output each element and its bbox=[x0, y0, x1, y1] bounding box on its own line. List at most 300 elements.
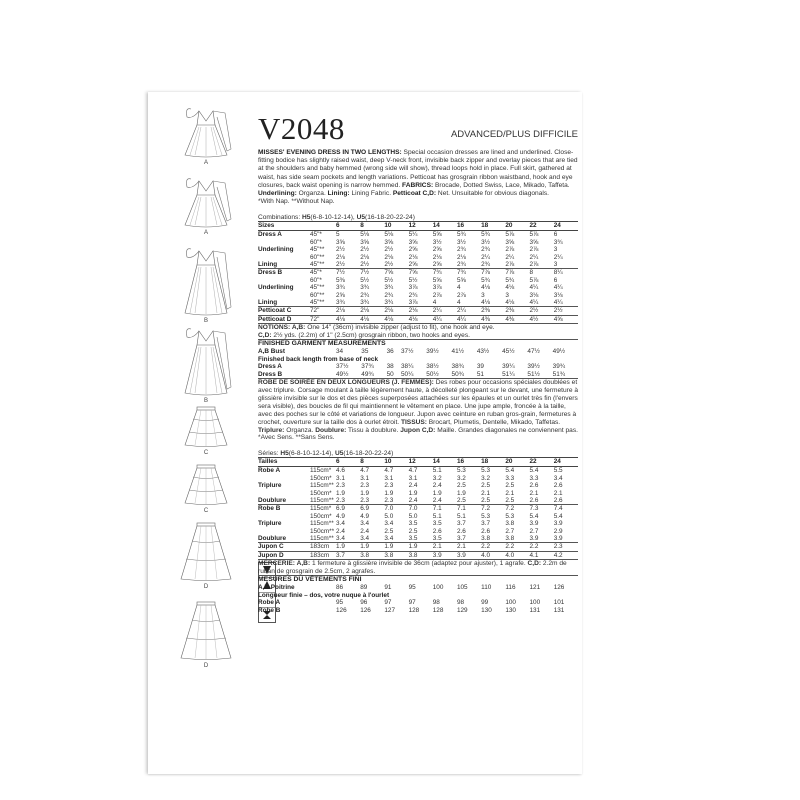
value-cell: 2⅛ bbox=[432, 253, 442, 261]
value-cell: 5⅝ bbox=[432, 276, 442, 284]
notions-label: NOTIONS: A,B: bbox=[258, 324, 306, 332]
value-cell: 36 bbox=[386, 348, 394, 356]
value-cell: 100 bbox=[432, 584, 444, 592]
table-row bbox=[258, 348, 578, 355]
value-cell: 2⅞ bbox=[505, 246, 515, 254]
value-cell: 2.6 bbox=[481, 527, 491, 535]
value-cell: 7.3 bbox=[530, 505, 554, 513]
value-cell: 6 bbox=[553, 231, 558, 239]
value-cell: 3¾ bbox=[360, 299, 370, 307]
value-cell: 2½ bbox=[360, 246, 370, 254]
value-cell: 5.3 bbox=[505, 512, 515, 520]
value-cell: 3.4 bbox=[384, 535, 394, 543]
value-cell: 2½ bbox=[360, 261, 370, 269]
header-cell: 16 bbox=[457, 458, 481, 467]
value-cell: 2.1 bbox=[505, 489, 515, 497]
value-cell: 7.1 bbox=[433, 505, 457, 513]
value-cell: 2.5 bbox=[481, 482, 491, 490]
value-cell: 1.9 bbox=[384, 543, 408, 551]
table-row bbox=[258, 299, 578, 307]
pattern-info bbox=[258, 110, 578, 614]
value-cell: 4⅛ bbox=[481, 284, 491, 292]
value-cell: 5⅜ bbox=[336, 276, 345, 284]
table-row bbox=[258, 528, 578, 535]
petticoat-text: Net. Unsuitable for obvious diagonals. bbox=[436, 190, 549, 198]
value-cell: 3.2 bbox=[481, 474, 491, 482]
value-cell: 86 bbox=[336, 584, 344, 592]
value-cell: 3.5 bbox=[432, 535, 442, 543]
value-cell: 3.5 bbox=[432, 520, 442, 528]
series-u5: U5 bbox=[334, 450, 344, 458]
fr-doublure-label: Doublure: bbox=[315, 426, 347, 434]
header-cell: Sizes bbox=[258, 222, 310, 231]
value-cell: 50¾ bbox=[451, 370, 464, 378]
value-cell: 2⅝ bbox=[408, 246, 418, 254]
view-label: D bbox=[203, 663, 209, 669]
row-label: Underlining bbox=[258, 246, 294, 254]
value-cell: 4¼ bbox=[529, 299, 539, 307]
value-cell: 7⅞ bbox=[481, 269, 505, 277]
value-cell: 4 bbox=[456, 299, 461, 307]
value-cell: 4 bbox=[432, 299, 437, 307]
value-cell: 3.4 bbox=[336, 520, 345, 528]
value-cell: 5.3 bbox=[481, 512, 491, 520]
notions-ab: One 14" (36cm) invisible zipper (adjust to fit), one hook and eye. bbox=[305, 324, 495, 332]
row-label: Petticoat D bbox=[258, 315, 310, 323]
value-cell: 2.6 bbox=[553, 482, 563, 490]
value-cell: 100 bbox=[505, 599, 516, 607]
fr-triplure-label: Triplure: bbox=[258, 426, 285, 434]
value-cell: 7½ bbox=[336, 269, 360, 277]
value-cell: 5⅞ bbox=[529, 276, 539, 284]
value-cell: 3.4 bbox=[360, 520, 370, 528]
value-cell: 3.9 bbox=[553, 520, 563, 528]
value-cell: 4⅜ bbox=[505, 315, 529, 323]
value-cell: 2¼ bbox=[553, 253, 563, 261]
dress-long-drawing bbox=[171, 325, 241, 397]
row-label bbox=[258, 254, 310, 261]
value-cell: 3 bbox=[481, 291, 485, 299]
value-cell: 2⅝ bbox=[408, 261, 418, 269]
value-cell: 5.1 bbox=[456, 512, 466, 520]
header-cell: 12 bbox=[409, 458, 433, 467]
value-cell: 3.4 bbox=[336, 535, 345, 543]
fabric-width: 150cm* bbox=[310, 489, 332, 497]
row-label bbox=[258, 277, 310, 284]
illustration-view-c bbox=[160, 405, 252, 456]
table-row bbox=[258, 284, 578, 291]
value-cell: 2½ bbox=[530, 307, 554, 315]
value-cell: 2¾ bbox=[408, 291, 418, 299]
fabric-width: 115cm** bbox=[310, 520, 334, 528]
value-cell: 4⅛ bbox=[336, 315, 360, 323]
value-cell: 37½ bbox=[400, 348, 414, 356]
value-cell: 2⅜ bbox=[505, 307, 529, 315]
value-cell: 1.9 bbox=[360, 489, 370, 497]
value-cell: 4½ bbox=[530, 315, 554, 323]
value-cell: 2½ bbox=[384, 261, 394, 269]
value-cell: 2.2 bbox=[481, 543, 505, 551]
mercerie-ab: 1 fermeture à glissière invisible de 36cm (adaptez pour ajuster), 1 agrafe. bbox=[310, 560, 528, 568]
table-row bbox=[258, 277, 578, 284]
value-cell: 3½ bbox=[481, 238, 491, 246]
value-cell: 3 bbox=[505, 291, 509, 299]
row-label: Jupon D bbox=[258, 551, 310, 559]
value-cell: 3⅝ bbox=[336, 238, 345, 246]
table-header-row bbox=[258, 222, 578, 231]
value-cell: 7.0 bbox=[409, 505, 433, 513]
fr-finished-measurements-title: MESURES DU VÊTEMENTS FINI bbox=[258, 575, 578, 584]
row-label: Triplure bbox=[258, 482, 282, 490]
value-cell: 39¼ bbox=[502, 363, 515, 371]
value-cell: 2.1 bbox=[433, 543, 457, 551]
value-cell: 41½ bbox=[451, 348, 464, 356]
value-cell: 3⅞ bbox=[408, 299, 418, 307]
fabric-width: 45"** bbox=[310, 261, 325, 269]
value-cell: 97 bbox=[384, 599, 392, 607]
value-cell: 2⅛ bbox=[408, 253, 418, 261]
value-cell: 3¾ bbox=[553, 238, 563, 246]
value-cell: 105 bbox=[456, 584, 468, 592]
value-cell: 2.5 bbox=[456, 496, 466, 504]
value-cell: 97 bbox=[408, 599, 416, 607]
fr-jupon-text: Maille. Grandes diagonales ne conviennent pas. *Avec Sens. **Sans Sens. bbox=[258, 426, 578, 442]
value-cell: 3⅛ bbox=[529, 291, 539, 299]
value-cell: 3½ bbox=[432, 238, 442, 246]
value-cell: 35 bbox=[361, 348, 369, 356]
combo-u5: U5 bbox=[356, 214, 366, 222]
value-cell: 2¾ bbox=[481, 246, 491, 254]
table-row bbox=[258, 292, 578, 299]
illustration-view-a bbox=[160, 105, 252, 166]
value-cell: 3½ bbox=[456, 238, 466, 246]
value-cell: 2¾ bbox=[456, 261, 466, 269]
view-label: C bbox=[203, 450, 209, 456]
illustration-view-b bbox=[160, 325, 252, 404]
value-cell: 2.3 bbox=[336, 496, 345, 504]
subheading-row bbox=[258, 592, 578, 599]
value-cell: 3.9 bbox=[529, 520, 539, 528]
value-cell: 5.4 bbox=[529, 512, 539, 520]
value-cell: 5.3 bbox=[456, 467, 466, 475]
petticoat-short-drawing bbox=[171, 463, 241, 507]
value-cell: 126 bbox=[360, 606, 371, 614]
value-cell: 5.4 bbox=[553, 512, 563, 520]
value-cell: 2.7 bbox=[505, 527, 515, 535]
value-cell: 2.3 bbox=[336, 482, 345, 490]
value-cell: 4¼ bbox=[529, 284, 539, 292]
value-cell: 131 bbox=[553, 606, 565, 614]
table-row bbox=[258, 475, 578, 482]
header-cell: 12 bbox=[409, 222, 433, 231]
fabric-width: 45"* bbox=[310, 269, 336, 277]
value-cell: 3 bbox=[553, 261, 558, 269]
row-label: Dress A bbox=[258, 231, 282, 239]
series-label: Séries: bbox=[258, 450, 281, 458]
english-description bbox=[258, 149, 578, 206]
value-cell: 2.3 bbox=[384, 482, 394, 490]
notions bbox=[258, 323, 578, 339]
table-row bbox=[258, 269, 578, 277]
table-row bbox=[258, 371, 578, 378]
value-cell: 4¼ bbox=[553, 299, 563, 307]
illustration-view-b bbox=[160, 245, 252, 324]
value-cell: 34 bbox=[336, 348, 344, 356]
row-label: A,B Poitrine bbox=[258, 584, 295, 592]
fr-jupon-label: Jupon C,D: bbox=[400, 426, 436, 434]
header-cell bbox=[310, 458, 336, 467]
value-cell: 7.1 bbox=[457, 505, 481, 513]
nap-note: *With Nap. **Without Nap. bbox=[258, 198, 335, 206]
value-cell: 2.2 bbox=[505, 543, 529, 551]
value-cell: 3⅞ bbox=[432, 284, 442, 292]
value-cell: 2⅝ bbox=[336, 291, 345, 299]
value-cell: 2.1 bbox=[457, 543, 481, 551]
value-cell: 1.9 bbox=[456, 489, 466, 497]
value-cell: 4 bbox=[456, 284, 461, 292]
header-cell: 22 bbox=[530, 222, 554, 231]
value-cell: 126 bbox=[336, 606, 347, 614]
value-cell: 2½ bbox=[384, 246, 394, 254]
value-cell: 2.1 bbox=[529, 489, 539, 497]
header-cell: 6 bbox=[336, 458, 360, 467]
value-cell: 3.8 bbox=[481, 535, 491, 543]
value-cell: 4¼ bbox=[433, 315, 457, 323]
header-cell: 20 bbox=[505, 222, 529, 231]
fr-doublure-text: Tissu à doublure. bbox=[346, 426, 401, 434]
fabric-width: 72" bbox=[310, 307, 336, 315]
value-cell: 3.4 bbox=[360, 535, 370, 543]
value-cell: 129 bbox=[456, 606, 468, 614]
description-title: MISSES' EVENING DRESS IN TWO LENGTHS: bbox=[258, 149, 402, 156]
value-cell: 2⅛ bbox=[336, 307, 360, 315]
value-cell: 8¼ bbox=[554, 269, 578, 277]
header-cell: 10 bbox=[384, 222, 408, 231]
value-cell: 3.1 bbox=[384, 474, 394, 482]
header-cell: 16 bbox=[457, 222, 481, 231]
table-row bbox=[258, 261, 578, 269]
value-cell: 4.0 bbox=[505, 551, 529, 559]
value-cell: 5.0 bbox=[408, 512, 418, 520]
value-cell: 6 bbox=[553, 276, 558, 284]
value-cell: 3.4 bbox=[384, 520, 394, 528]
value-cell: 89 bbox=[360, 584, 368, 592]
fabric-width: 45"** bbox=[310, 246, 325, 254]
view-label: B bbox=[203, 318, 208, 324]
value-cell: 2⅛ bbox=[360, 253, 370, 261]
row-label bbox=[258, 528, 310, 535]
row-label: Robe A bbox=[258, 599, 281, 607]
value-cell: 5¾ bbox=[481, 231, 491, 239]
table-row bbox=[258, 607, 578, 614]
lining-label: Lining: bbox=[327, 190, 350, 198]
value-cell: 2.5 bbox=[384, 527, 394, 535]
fabric-width: 45"** bbox=[310, 284, 325, 292]
notions-cd: 2½ yds. (2.2m) of 1" (2.5cm) grosgrain ribbon, two hooks and eyes. bbox=[271, 331, 470, 339]
fabric-width: 115cm** bbox=[310, 482, 334, 490]
value-cell: 8 bbox=[530, 269, 554, 277]
header-cell: 18 bbox=[481, 458, 505, 467]
value-cell: 5.1 bbox=[432, 512, 442, 520]
value-cell: 110 bbox=[481, 584, 492, 592]
value-cell: 50¼ bbox=[400, 370, 414, 378]
value-cell: 101 bbox=[553, 599, 565, 607]
dress-short-drawing bbox=[171, 105, 241, 159]
row-label: Lining bbox=[258, 261, 278, 269]
value-cell: 4.7 bbox=[384, 467, 394, 475]
header-cell: Tailles bbox=[258, 458, 310, 467]
fabrics-text: Brocade, Dotted Swiss, Lace, Mikado, Taffeta. bbox=[433, 181, 570, 189]
table-row bbox=[258, 363, 578, 370]
combo-h5: H5 bbox=[301, 214, 311, 222]
value-cell: 4.0 bbox=[481, 551, 505, 559]
value-cell: 130 bbox=[505, 606, 516, 614]
value-cell: 3.2 bbox=[432, 474, 442, 482]
table-row bbox=[258, 505, 578, 513]
mercerie-cd: 2.2m de ruban de grosgrain de 2.5cm, 2 agrafes. bbox=[258, 560, 567, 575]
value-cell: 39½ bbox=[527, 363, 540, 371]
value-cell: 7⅝ bbox=[384, 269, 408, 277]
value-cell: 5½ bbox=[360, 276, 370, 284]
value-cell: 95 bbox=[336, 599, 344, 607]
row-label bbox=[258, 292, 310, 299]
value-cell: 2¼ bbox=[481, 253, 491, 261]
value-cell: 45½ bbox=[502, 348, 515, 356]
row-label: Dress B bbox=[258, 269, 310, 277]
header-cell: 24 bbox=[554, 458, 578, 467]
fabric-width: 60"* bbox=[310, 238, 322, 246]
value-cell: 1.9 bbox=[336, 489, 345, 497]
value-cell: 5¾ bbox=[456, 231, 466, 239]
row-label: A,B Bust bbox=[258, 348, 285, 356]
value-cell: 7.2 bbox=[505, 505, 529, 513]
value-cell: 2⅛ bbox=[360, 307, 384, 315]
header-cell: 6 bbox=[336, 222, 360, 231]
value-cell: 5¾ bbox=[481, 276, 491, 284]
value-cell: 47½ bbox=[527, 348, 540, 356]
value-cell: 5⅛ bbox=[384, 231, 394, 239]
combinations-line bbox=[258, 214, 578, 221]
fabrics-label: FABRICS: bbox=[402, 181, 434, 189]
series-h5: H5 bbox=[280, 450, 289, 458]
value-cell: 2.2 bbox=[530, 543, 554, 551]
value-cell: 3⅞ bbox=[408, 284, 418, 292]
fr-tissus-label: TISSUS: bbox=[400, 418, 427, 426]
value-cell: 38 bbox=[386, 363, 394, 371]
value-cell: 3¾ bbox=[384, 284, 394, 292]
value-cell: 3⅝ bbox=[505, 238, 515, 246]
lining-text: Lining Fabric. bbox=[349, 190, 393, 198]
notions-cd-label: C,D: bbox=[258, 331, 272, 339]
fabric-width: 45"* bbox=[310, 231, 322, 239]
value-cell: 49½ bbox=[336, 370, 349, 378]
table-row bbox=[258, 490, 578, 497]
value-cell: 1.9 bbox=[408, 489, 418, 497]
fabric-width: 60"* bbox=[310, 276, 322, 284]
description-body: Special occasion dresses are lined and underlined. Close-fitting bodice has slightly raised waist, deep V-neck front, invisible back zipper and overlay pieces that are tied at the shoulders and baby hemmed (wrong side will show), thread loops hold in place. Full skirt, gathered at waist, has side seam pockets and length variations. Petticoat has grosgrain ribbon waistband, hook and eye closures, back waist opening is narrow hemmed. bbox=[258, 149, 578, 189]
fabric-width: 150cm* bbox=[310, 474, 332, 482]
title-row bbox=[258, 110, 578, 144]
value-cell: 5⅝ bbox=[432, 231, 442, 239]
value-cell: 5½ bbox=[408, 276, 418, 284]
value-cell: 98 bbox=[432, 599, 440, 607]
petticoat-long-drawing bbox=[171, 521, 241, 583]
value-cell: 2¾ bbox=[456, 246, 466, 254]
value-cell: 3.8 bbox=[384, 551, 408, 559]
value-cell: 2.4 bbox=[336, 527, 345, 535]
value-cell: 2¼ bbox=[457, 307, 481, 315]
value-cell: 5.4 bbox=[529, 467, 539, 475]
value-cell: 2¼ bbox=[505, 253, 515, 261]
value-cell: 4⅛ bbox=[481, 299, 491, 307]
value-cell: 3.5 bbox=[408, 520, 418, 528]
value-cell: 130 bbox=[481, 606, 492, 614]
row-label: Doublure bbox=[258, 535, 287, 543]
combo-u5-sizes: (16-18-20-22-24) bbox=[365, 214, 415, 222]
value-cell: 3.5 bbox=[408, 535, 418, 543]
value-cell: 2⅛ bbox=[384, 253, 394, 261]
series-h5-sizes: (6-8-10-12-14), bbox=[288, 450, 335, 458]
value-cell: 2.3 bbox=[360, 482, 370, 490]
value-cell: 2.6 bbox=[432, 527, 442, 535]
value-cell: 2⅞ bbox=[505, 261, 515, 269]
value-cell: 4⅛ bbox=[360, 315, 384, 323]
value-cell: 2⅝ bbox=[432, 246, 442, 254]
value-cell: 7.0 bbox=[384, 505, 408, 513]
value-cell: 91 bbox=[384, 584, 392, 592]
value-cell: 7¾ bbox=[457, 269, 481, 277]
row-label bbox=[258, 475, 310, 482]
table-row bbox=[258, 231, 578, 239]
value-cell: 126 bbox=[553, 584, 565, 592]
value-cell: 3⅛ bbox=[553, 291, 563, 299]
value-cell: 3⅝ bbox=[360, 238, 370, 246]
value-cell: 3¾ bbox=[336, 299, 345, 307]
value-cell: 2½ bbox=[554, 307, 578, 315]
mercerie-cd-label: C,D: bbox=[527, 560, 542, 568]
table-row bbox=[258, 467, 578, 475]
value-cell: 5⅝ bbox=[456, 276, 466, 284]
value-cell: 2⅞ bbox=[432, 291, 442, 299]
fabric-width: 45"** bbox=[310, 299, 325, 307]
value-cell: 100 bbox=[529, 599, 541, 607]
value-cell: 49¾ bbox=[361, 370, 374, 378]
value-cell: 4⅛ bbox=[409, 315, 433, 323]
pattern-number: V2048 bbox=[258, 111, 345, 146]
value-cell: 4⅜ bbox=[481, 315, 505, 323]
value-cell: 5⅞ bbox=[505, 231, 515, 239]
combo-h5-sizes: (6-8-10-12-14), bbox=[310, 214, 357, 222]
value-cell: 4.6 bbox=[336, 467, 345, 475]
row-label: Dress A bbox=[258, 363, 282, 371]
value-cell: 5¾ bbox=[505, 276, 515, 284]
value-cell: 2¾ bbox=[360, 291, 370, 299]
value-cell: 3⅝ bbox=[529, 238, 539, 246]
value-cell: 2.6 bbox=[529, 496, 539, 504]
value-cell: 2⅛ bbox=[456, 253, 466, 261]
table-row bbox=[258, 315, 578, 323]
fabric-width: 60"** bbox=[310, 291, 325, 299]
header-cell: 8 bbox=[360, 458, 384, 467]
value-cell: 2¼ bbox=[529, 253, 539, 261]
value-cell: 3⅝ bbox=[384, 238, 394, 246]
value-cell: 7.2 bbox=[481, 505, 505, 513]
value-cell: 121 bbox=[529, 584, 541, 592]
header-cell: 24 bbox=[554, 222, 578, 231]
value-cell: 5¼ bbox=[408, 231, 418, 239]
value-cell: 4.2 bbox=[554, 551, 578, 559]
row-label bbox=[258, 490, 310, 497]
